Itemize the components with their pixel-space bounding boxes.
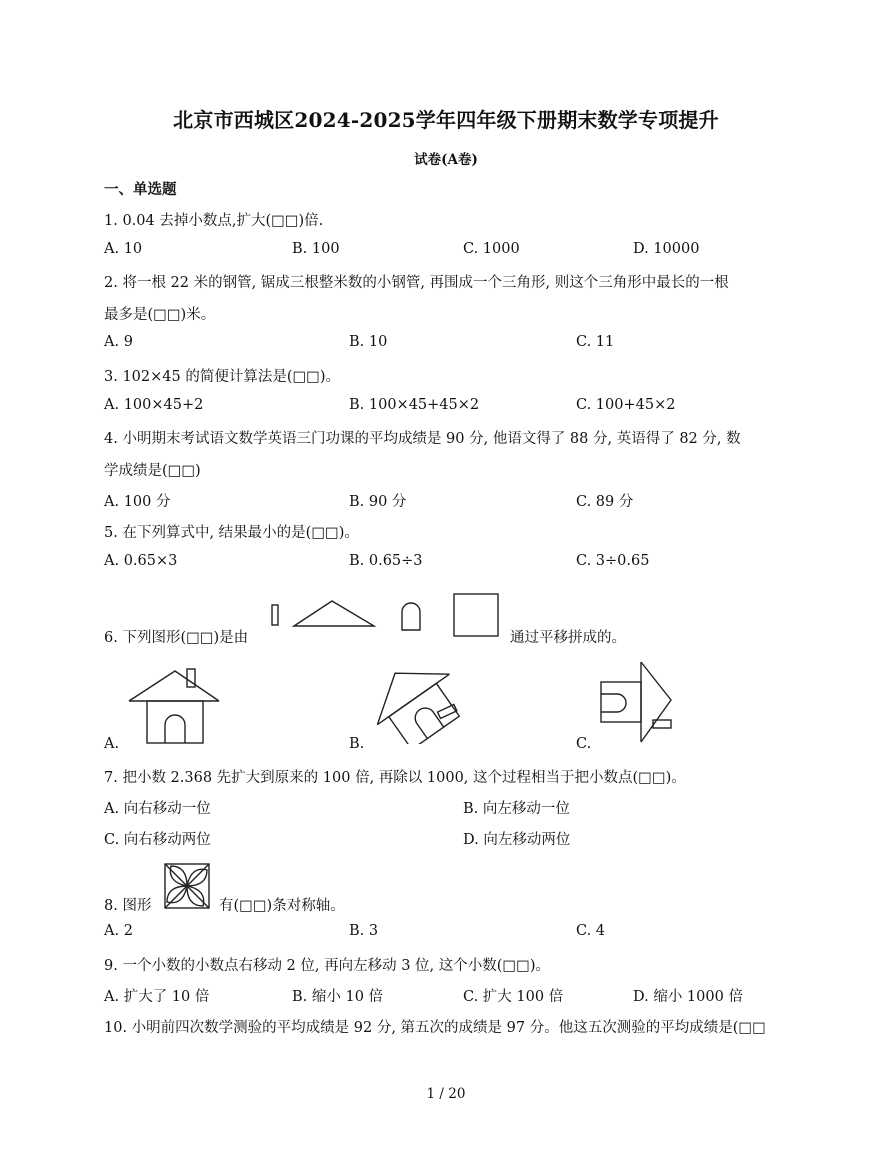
question-3: 3. 102×45 的简便计算法是(□□)。	[104, 369, 341, 385]
q6-option-a: A.	[104, 736, 120, 752]
question-4-cont: 学成绩是(□□)	[104, 463, 201, 479]
q2-option-c: C. 11	[576, 334, 615, 350]
q6b-roof	[368, 662, 449, 725]
page-title: 北京市西城区2024-2025学年四年级下册期末数学专项提升	[173, 108, 719, 132]
q3-option-c: C. 100+45×2	[576, 397, 676, 413]
q8-option-a: A. 2	[104, 923, 133, 939]
q7-option-a: A. 向右移动一位	[104, 801, 211, 817]
q5-option-b: B. 0.65÷3	[349, 553, 423, 569]
q9-option-d: D. 缩小 1000 倍	[633, 989, 743, 1005]
q7-option-c: C. 向右移动两位	[104, 832, 211, 848]
q8-flower-figure	[163, 862, 213, 910]
question-1: 1. 0.04 去掉小数点,扩大(□□)倍.	[104, 213, 324, 229]
question-9: 9. 一个小数的小数点右移动 2 位, 再向左移动 3 位, 这个小数(□□)。	[104, 958, 550, 974]
q6a-wall	[147, 701, 203, 743]
q2-option-a: A. 9	[104, 334, 133, 350]
q9-option-c: C. 扩大 100 倍	[463, 989, 564, 1005]
question-4: 4. 小明期末考试语文数学英语三门功课的平均成绩是 90 分, 他语文得了 88 分, 英语得了 82 分, 数	[104, 431, 741, 447]
q6a-roof	[129, 671, 219, 701]
q6c-wall	[601, 682, 641, 722]
q9-option-b: B. 缩小 10 倍	[292, 989, 384, 1005]
q5-option-c: C. 3÷0.65	[576, 553, 650, 569]
q6-house-a	[125, 665, 225, 747]
q1-option-c: C. 1000	[463, 241, 520, 257]
q6-component-shapes	[266, 590, 506, 640]
question-5: 5. 在下列算式中, 结果最小的是(□□)。	[104, 525, 359, 541]
q1-option-d: D. 10000	[633, 241, 700, 257]
q4-option-b: B. 90 分	[349, 494, 407, 510]
q6-arch	[402, 603, 420, 630]
q6b-door	[411, 704, 443, 738]
q7-option-d: D. 向左移动两位	[463, 832, 571, 848]
page-subtitle: 试卷(A卷)	[414, 152, 478, 168]
question-7: 7. 把小数 2.368 先扩大到原来的 100 倍, 再除以 1000, 这个过程相当于把小数点(□□)。	[104, 770, 686, 786]
q9-option-a: A. 扩大了 10 倍	[104, 989, 210, 1005]
q1-option-b: B. 100	[292, 241, 340, 257]
section-heading: 一、单选题	[104, 181, 177, 198]
q6c-roof	[641, 662, 671, 742]
q8-option-b: B. 3	[349, 923, 379, 939]
q6-square	[454, 594, 498, 636]
question-6-cont: 通过平移拼成的。	[510, 630, 626, 646]
q3-option-b: B. 100×45+45×2	[349, 397, 480, 413]
q6b-chimney	[438, 704, 457, 718]
q5-option-a: A. 0.65×3	[104, 553, 178, 569]
q6-triangle	[294, 601, 374, 626]
q7-option-b: B. 向左移动一位	[463, 801, 570, 817]
page-number: 1 / 20	[426, 1086, 466, 1102]
q2-option-b: B. 10	[349, 334, 388, 350]
question-8: 8. 图形	[104, 898, 152, 914]
question-6: 6. 下列图形(□□)是由	[104, 630, 249, 646]
q3-option-a: A. 100×45+2	[104, 397, 204, 413]
q4-option-c: C. 89 分	[576, 494, 634, 510]
q8-option-c: C. 4	[576, 923, 606, 939]
q6c-door	[601, 694, 626, 712]
q1-option-a: A. 10	[104, 241, 143, 257]
q6a-door	[165, 715, 185, 743]
question-8-cont: 有(□□)条对称轴。	[219, 898, 345, 914]
q6-house-b	[368, 662, 468, 744]
question-2-cont: 最多是(□□)米。	[104, 307, 216, 323]
q6-house-c	[595, 660, 685, 746]
q6-option-c: C.	[576, 736, 592, 752]
q4-option-a: A. 100 分	[104, 494, 171, 510]
question-2: 2. 将一根 22 米的钢管, 锯成三根整米数的小钢管, 再围成一个三角形, 则这个三角形中最长的一根	[104, 275, 729, 291]
question-10: 10. 小明前四次数学测验的平均成绩是 92 分, 第五次的成绩是 97 分。他这五次测验的平均成绩是(□□	[104, 1020, 766, 1036]
q6-option-b: B.	[349, 736, 365, 752]
q6-small-rectangle	[272, 605, 278, 625]
